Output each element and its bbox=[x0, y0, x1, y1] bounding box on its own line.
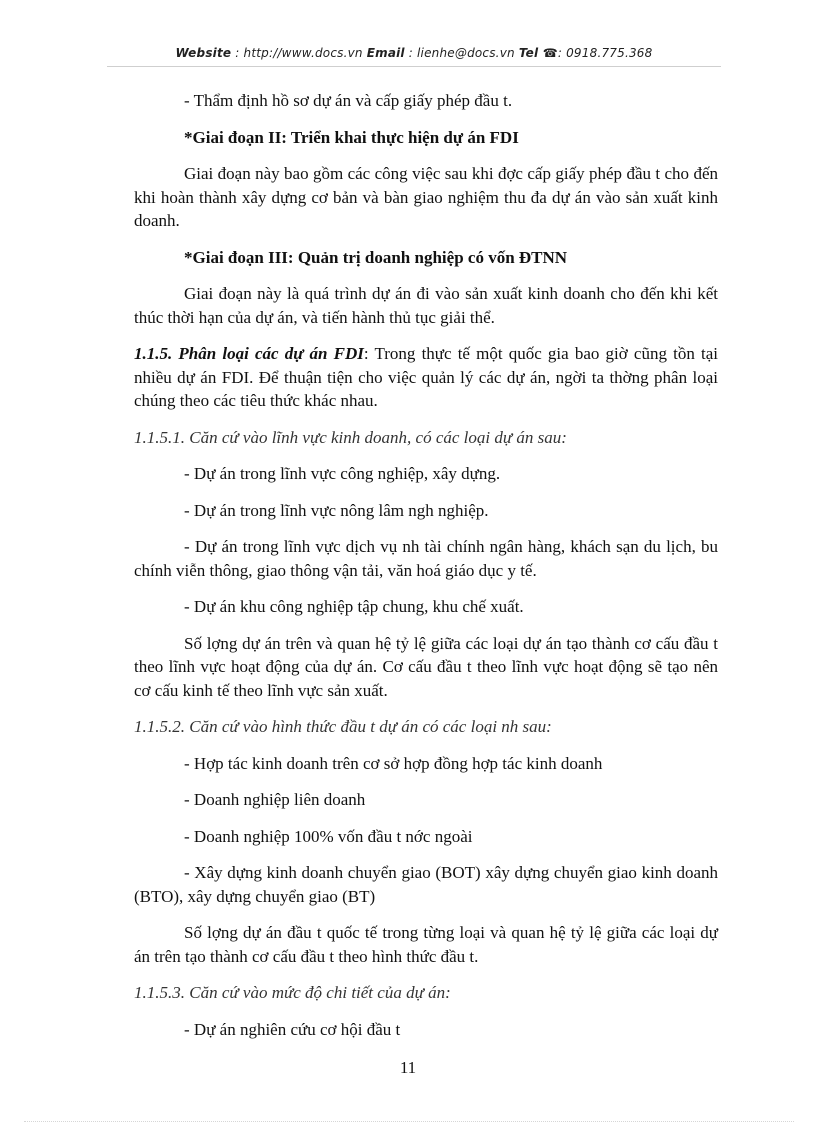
list-item: - Dự án nghiên cứu cơ hội đầu t bbox=[184, 1019, 401, 1039]
list-item: - Xây dựng kinh doanh chuyển giao (BOT) xây dựng chuyển giao kinh doanh (BTO), xây dựng chuyển giao (BT) bbox=[134, 863, 718, 906]
email-address[interactable]: : lienhe@docs.vn bbox=[404, 46, 519, 60]
document-body bbox=[134, 89, 718, 1054]
section-1-1-5 bbox=[134, 342, 718, 413]
header-divider bbox=[107, 66, 721, 67]
paragraph-structure-form: Số lợng dự án đầu t quốc tế trong từng loại và quan hệ tỷ lệ giữa các loại dự án trên tạo thành cơ cấu đầu t theo hình thức đầu t. bbox=[134, 923, 718, 966]
footer-divider bbox=[24, 1121, 794, 1122]
page-header bbox=[107, 46, 721, 60]
list-item: - Doanh nghiệp liên doanh bbox=[184, 790, 366, 809]
subsection-1-1-5-2: 1.1.5.2. Căn cứ vào hình thức đầu t dự án có các loại nh sau: bbox=[134, 717, 552, 736]
list-item: - Hợp tác kinh doanh trên cơ sở hợp đồng hợp tác kinh doanh bbox=[184, 753, 603, 773]
list-item: - Dự án trong lĩnh vực công nghiệp, xây dựng. bbox=[184, 464, 501, 483]
subsection-1-1-5-1: 1.1.5.1. Căn cứ vào lĩnh vực kinh doanh, có các loại dự án sau: bbox=[134, 427, 567, 447]
heading-phase-3: *Giai đoạn III: Quản trị doanh nghiệp có vốn ĐTNN bbox=[184, 247, 568, 267]
paragraph-phase-2: Giai đoạn này bao gồm các công việc sau khi đợc cấp giấy phép đầu t cho đến khi hoàn thành xây dựng cơ bản và bàn giao nghiệm thu đa dự án vào sản xuất kinh doanh. bbox=[134, 164, 718, 230]
heading-phase-2: *Giai đoạn II: Triển khai thực hiện dự án FDI bbox=[184, 127, 519, 147]
section-1-1-5-text: : Trong thực tế một quốc gia bao giờ cũng tồn tại nhiều dự án FDI. Để thuận tiện cho việc quản lý các dự án, ngời ta thờng phân loại chúng theo các tiêu thức khác nhau. bbox=[134, 344, 718, 410]
phone-icon: ☎ bbox=[542, 46, 558, 60]
subsection-1-1-5-3: 1.1.5.3. Căn cứ vào mức độ chi tiết của dự án: bbox=[134, 983, 451, 1002]
website-url[interactable]: : http://www.docs.vn bbox=[231, 46, 367, 60]
page-number: 11 bbox=[399, 1058, 417, 1077]
tel-label: Tel bbox=[518, 46, 543, 60]
list-item: - Dự án trong lĩnh vực dịch vụ nh tài chính ngân hàng, khách sạn du lịch, bu chính viễn thông, giao thông vận tải, văn hoá giáo dục y tế. bbox=[134, 537, 718, 580]
list-item: - Dự án trong lĩnh vực nông lâm ngh nghiệp. bbox=[184, 500, 489, 520]
paragraph-appraisal: - Thẩm định hồ sơ dự án và cấp giấy phép đầu t. bbox=[184, 91, 513, 110]
tel-number: : 0918.775.368 bbox=[557, 46, 653, 60]
section-1-1-5-title: 1.1.5. Phân loại các dự án FDI bbox=[134, 344, 364, 363]
paragraph-phase-3: Giai đoạn này là quá trình dự án đi vào sản xuất kinh doanh cho đến khi kết thúc thời hạn của dự án, và tiến hành thủ tục giải thể. bbox=[134, 284, 718, 327]
list-item: - Doanh nghiệp 100% vốn đầu t nớc ngoài bbox=[184, 826, 473, 846]
email-label: Email bbox=[366, 46, 405, 60]
paragraph-structure-sector: Số lợng dự án trên và quan hệ tỷ lệ giữa các loại dự án tạo thành cơ cấu đầu t theo lĩnh vực hoạt động của dự án. Cơ cấu đầu t theo lĩnh vực hoạt động sẽ tạo nên cơ cấu kinh tế theo lĩnh vực sản xuất. bbox=[134, 633, 718, 700]
list-item: - Dự án khu công nghiệp tập chung, khu chế xuất. bbox=[184, 597, 524, 616]
website-label: Website bbox=[175, 46, 232, 60]
